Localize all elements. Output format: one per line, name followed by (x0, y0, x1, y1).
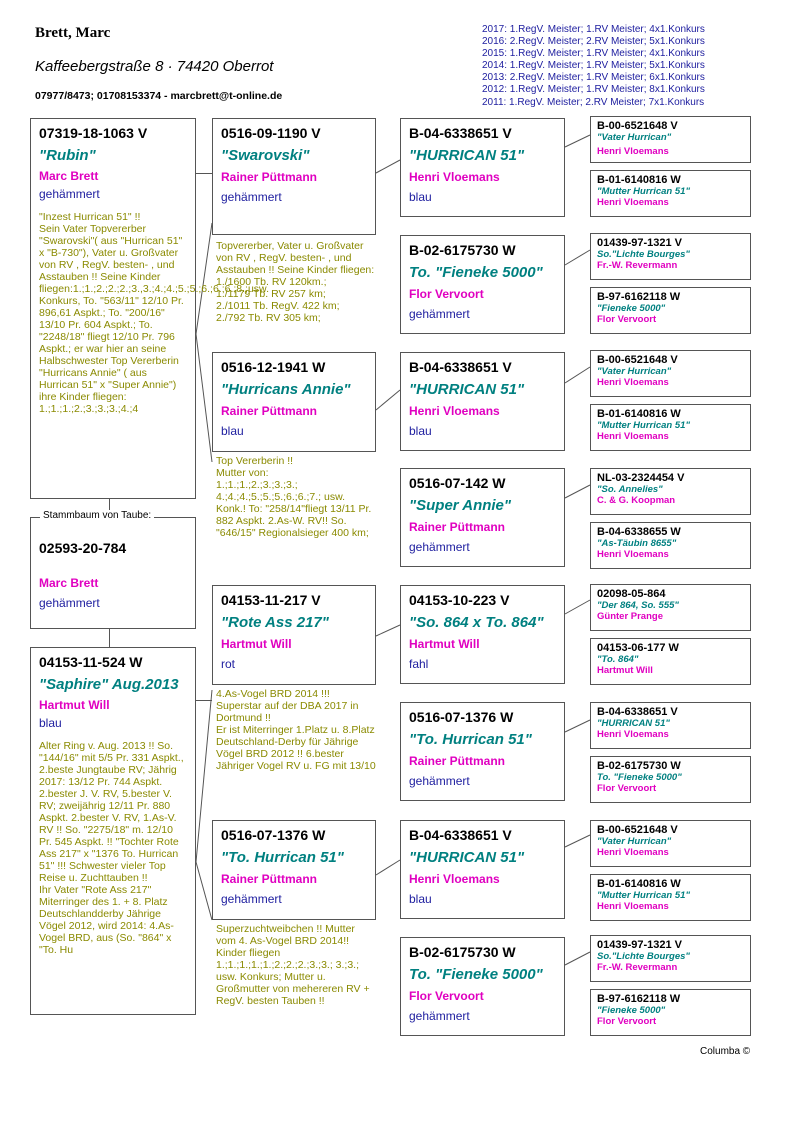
owner-name: Rainer Püttmann (409, 754, 506, 768)
ring-number: 0516-12-1941 W (221, 359, 326, 375)
pigeon-name: "So. Annelies" (597, 484, 663, 495)
plumage-color: blau (409, 190, 432, 204)
pigeon-name: "HURRICAN 51" (597, 718, 670, 729)
gen3-card[interactable] (400, 468, 565, 567)
ring-number: B-01-6140816 W (597, 408, 681, 420)
ring-number: B-04-6338655 W (597, 526, 681, 538)
pigeon-description: 4.As-Vogel BRD 2014 !!! Superstar auf der DBA 2017 in Dortmund !! Er ist Miterringer 1.Platz u. 8.Platz Deutschland-Derby für Jährige Vögel BRD 2012 !! 6.bester Jähriger Vogel RV u. FG mit 13/10 (216, 688, 376, 772)
gen4-card[interactable] (590, 702, 751, 749)
gen4-card[interactable] (590, 404, 751, 451)
ring-number: 0516-07-142 W (409, 475, 506, 491)
ring-number: B-00-6521648 V (597, 354, 678, 366)
breeder-contact: 07977/8473; 01708153374 - marcbrett@t-online.de (35, 90, 283, 102)
gen3-card[interactable] (400, 820, 565, 919)
gen4-card[interactable] (590, 584, 751, 631)
breeder-name: Brett, Marc (35, 25, 111, 41)
plumage-color: blau (409, 424, 432, 438)
owner-name: Fr.-W. Revermann (597, 260, 678, 271)
pigeon-description: Alter Ring v. Aug. 2013 !! So. "144/16" mit 5/5 Pr. 331 Aspkt., 2.beste Jungtaube RV; Jährig 2017: 13/12 Pr. 744 Aspkt. 2.bester J. V. RV, 5.bester V. RV; zweijährig 12/11 Pr. 880 Aspkt. 2.bester V. RV, 1.As-V. RV !! So. "2275/18" m. 12/10 Pr. 545 Aspkt. !! "Tochter Rote Ass 217" x "1376 To. Hurrican 51" !!! Schwester vieler Top Reise u. Zuchttauben !! Ihr Vater "Rote Ass 217" Miterringer des 1. + 8. Platz Deutschlandderby Jährige Vögel 2012, wird 2014: 4.As-Vogel BRD, aus (So. "864" x "To. Hu (39, 740, 184, 956)
gen4-card[interactable] (590, 170, 751, 217)
owner-name: Flor Vervoort (409, 287, 484, 301)
achievement-line: 2015: 1.RegV. Meister; 1.RV Meister; 4x1.Konkurs (482, 48, 705, 60)
copyright-footer: Columba © (700, 1046, 751, 1057)
owner-name: Henri Vloemans (409, 170, 500, 184)
gen4-card[interactable] (590, 820, 751, 867)
gen4-card[interactable] (590, 116, 751, 163)
pigeon-name: "Mutter Hurrican 51" (597, 420, 690, 431)
ring-number: 04153-11-524 W (39, 654, 143, 670)
owner-name: Flor Vervoort (597, 783, 657, 794)
owner-name: Henri Vloemans (597, 901, 669, 912)
ring-number: 01439-97-1321 V (597, 939, 683, 951)
ring-number: 0516-07-1376 W (221, 827, 326, 843)
achievement-line: 2017: 1.RegV. Meister; 1.RV Meister; 4x1.Konkurs (482, 24, 705, 35)
owner-name: Flor Vervoort (597, 1016, 657, 1027)
plumage-color: blau (221, 424, 244, 438)
gen4-card[interactable] (590, 989, 751, 1036)
gen4-card[interactable] (590, 522, 751, 569)
plumage-color: blau (409, 892, 432, 906)
ring-number: B-02-6175730 W (409, 242, 516, 258)
owner-name: Henri Vloemans (409, 404, 500, 418)
plumage-color: gehämmert (409, 1009, 470, 1023)
ring-number: B-01-6140816 W (597, 174, 681, 186)
ring-number: NL-03-2324454 V (597, 472, 685, 484)
ring-number: 04153-06-177 W (597, 642, 679, 654)
ring-number: 02593-20-784 (39, 540, 127, 556)
pigeon-name: "Vater Hurrican" (597, 132, 672, 143)
subject-card[interactable] (30, 517, 196, 629)
ring-number: 04153-10-223 V (409, 592, 510, 608)
achievement-line: 2013: 2.RegV. Meister; 1.RV Meister; 6x1.Konkurs (482, 72, 705, 84)
stammbaum-label: Stammbaum von Taube: (40, 510, 154, 521)
ring-number: 01439-97-1321 V (597, 237, 683, 249)
pigeon-name: "Swarovski" (221, 147, 310, 164)
gen3-card[interactable] (400, 235, 565, 334)
owner-name: Henri Vloemans (409, 872, 500, 886)
plumage-color: blau (39, 716, 62, 730)
gen4-card[interactable] (590, 874, 751, 921)
gen2-card[interactable] (212, 118, 376, 235)
pigeon-name: "Saphire" Aug.2013 (39, 676, 179, 693)
owner-name: Hartmut Will (597, 665, 653, 676)
owner-name: Rainer Püttmann (409, 520, 506, 534)
plumage-color: gehämmert (409, 307, 470, 321)
pigeon-name: "HURRICAN 51" (409, 147, 525, 164)
breeder-address: Kaffeebergstraße 8 · 74420 Oberrot (35, 58, 274, 75)
plumage-color: gehämmert (409, 540, 470, 554)
ring-number: 04153-11-217 V (221, 592, 321, 608)
pigeon-description: Top Vererberin !! Mutter von: 1.;1.;1.;2.;3.;3.;3.; 4.;4.;4.;5.;5.;5.;6.;6.;7.; usw. Konk.! To: "258/14"fliegt 13/11 Pr. 882 Aspkt. 2.As-W. RV!! So. "646/15" Regionalsieger 400 km; (216, 455, 372, 539)
ring-number: B-00-6521648 V (597, 120, 678, 132)
owner-name: Rainer Püttmann (221, 872, 318, 886)
pigeon-name: "Fieneke 5000" (597, 303, 666, 314)
achievement-line: 2012: 1.RegV. Meister; 1.RV Meister; 8x1.Konkurs (482, 84, 705, 96)
gen4-card[interactable] (590, 233, 751, 280)
gen2-card[interactable] (212, 585, 376, 685)
gen3-card[interactable] (400, 585, 565, 684)
achievement-line: 2016: 2.RegV. Meister; 2.RV Meister; 5x1.Konkurs (482, 36, 705, 48)
ring-number: B-04-6338651 V (597, 706, 678, 718)
gen4-card[interactable] (590, 935, 751, 982)
pigeon-name: "Fieneke 5000" (597, 1005, 666, 1016)
ring-number: 02098-05-864 (597, 588, 666, 600)
pigeon-name: "Mutter Hurrican 51" (597, 890, 690, 901)
pigeon-name: "Vater Hurrican" (597, 366, 672, 377)
owner-name: Flor Vervoort (409, 989, 484, 1003)
gen3-card[interactable] (400, 937, 565, 1036)
plumage-color: rot (221, 657, 236, 671)
ring-number: 0516-07-1376 W (409, 709, 514, 725)
pigeon-name: "Vater Hurrican" (597, 836, 672, 847)
gen4-card[interactable] (590, 638, 751, 685)
ring-number: 07319-18-1063 V (39, 125, 148, 141)
pigeon-name: "Hurricans Annie" (221, 381, 351, 398)
achievement-line: 2011: 1.RegV. Meister; 2.RV Meister; 7x1.Konkurs (482, 96, 705, 108)
gen3-card[interactable] (400, 702, 565, 801)
pigeon-name: To. "Fieneke 5000" (409, 966, 543, 983)
achievement-line: 2014: 1.RegV. Meister; 1.RV Meister; 5x1.Konkurs (482, 60, 705, 72)
gen4-card[interactable] (590, 756, 751, 803)
ring-number: B-97-6162118 W (597, 993, 681, 1005)
owner-name: Henri Vloemans (597, 197, 669, 208)
pigeon-name: "Rubin" (39, 147, 96, 164)
owner-name: Günter Prange (597, 611, 663, 622)
ring-number: B-04-6338651 V (409, 359, 512, 375)
owner-name: Hartmut Will (409, 637, 480, 651)
pigeon-name: So."Lichte Bourges" (597, 951, 690, 962)
pigeon-name: "Super Annie" (409, 497, 512, 514)
ring-number: B-04-6338651 V (409, 125, 512, 141)
owner-name: Hartmut Will (39, 698, 110, 712)
pigeon-description: Superzuchtweibchen !! Mutter vom 4. As-Vogel BRD 2014!! Kinder fliegen 1.;1.;1.;1.;1.;2.;2.;2.;3.;3.; 3.;3.; usw. Konkurs; Mutter u. Großmutter von mehereren RV + RegV. besten Tauben !! (216, 923, 370, 1007)
plumage-color: gehämmert (221, 892, 282, 906)
owner-name: Fr.-W. Revermann (597, 962, 678, 973)
gen2-card[interactable] (212, 352, 376, 452)
gen4-card[interactable] (590, 287, 751, 334)
plumage-color: gehämmert (39, 187, 100, 201)
pigeon-name: "As-Täubin 8655" (597, 538, 677, 549)
owner-name: Henri Vloemans (597, 431, 669, 442)
owner-name: Henri Vloemans (597, 377, 669, 388)
owner-name: Henri Vloemans (597, 729, 669, 740)
pigeon-name: "Der 864, So. 555" (597, 600, 679, 611)
ring-number: B-04-6338651 V (409, 827, 512, 843)
plumage-color: gehämmert (39, 596, 100, 610)
owner-name: Henri Vloemans (597, 549, 669, 560)
owner-name: C. & G. Koopman (597, 495, 676, 506)
owner-name: Henri Vloemans (597, 146, 669, 157)
owner-name: Hartmut Will (221, 637, 292, 651)
owner-name: Marc Brett (39, 576, 99, 590)
pigeon-name: "Mutter Hurrican 51" (597, 186, 690, 197)
pigeon-name: "So. 864 x To. 864" (409, 614, 544, 631)
gen3-card[interactable] (400, 118, 565, 217)
ring-number: B-00-6521648 V (597, 824, 678, 836)
pigeon-name: "To. Hurrican 51" (221, 849, 344, 866)
gen4-card[interactable] (590, 468, 751, 515)
plumage-color: gehämmert (221, 190, 282, 204)
ring-number: B-97-6162118 W (597, 291, 681, 303)
ring-number: B-02-6175730 W (597, 760, 681, 772)
owner-name: Flor Vervoort (597, 314, 657, 325)
pigeon-name: "HURRICAN 51" (409, 849, 525, 866)
owner-name: Marc Brett (39, 169, 99, 183)
pigeon-name: "Rote Ass 217" (221, 614, 329, 631)
pigeon-description: "Inzest Hurrican 51" !! Sein Vater Topvererber "Swarovski"( aus "Hurrican 51" x "B-730"), Vater u. Großvater von RV , RegV. besten- , und Asstauben !! Seine Kinder fliegen:1.;1.;2.;2.;2.;3.,3.;4.;4.;5.;5.;6.;6.;6.;8.;usw. Konkurs, To. "563/11" 12/10 Pr. 896,61 Aspkt.; To. "200/16" 13/10 Pr. 604 Aspkt.; To. "2248/18" fliegt 12/10 Pr. 796 Aspkt.; er war hier an seine Halbschwester Top Vererberin "Hurricans Annie" ( aus Hurrican 51" x "Super Annie") ihre Kinder fliegen: 1.;1.;1.;2.;3.;3.;3.;4.;4 (39, 211, 269, 415)
plumage-color: fahl (409, 657, 429, 671)
ring-number: B-01-6140816 W (597, 878, 681, 890)
ring-number: 0516-09-1190 V (221, 125, 321, 141)
dam-card[interactable] (30, 647, 196, 1015)
gen3-card[interactable] (400, 352, 565, 451)
owner-name: Rainer Püttmann (221, 404, 318, 418)
pigeon-name: "To. Hurrican 51" (409, 731, 532, 748)
owner-name: Henri Vloemans (597, 847, 669, 858)
gen4-card[interactable] (590, 350, 751, 397)
pigeon-name: To. "Fieneke 5000" (597, 772, 682, 783)
owner-name: Rainer Püttmann (221, 170, 318, 184)
pigeon-name: "HURRICAN 51" (409, 381, 525, 398)
pigeon-name: So."Lichte Bourges" (597, 249, 690, 260)
pigeon-description: Topvererber, Vater u. Großvater von RV , RegV. besten- , und Asstauben !! Seine Kinder fliegen: 1./1600 Tb. RV 120km.; 1./1179 Tb. RV 257 km; 2./1011 Tb. RegV. 422 km; 2./792 Tb. RV 305 km; (216, 240, 375, 324)
gen2-card[interactable] (212, 820, 376, 920)
plumage-color: gehämmert (409, 774, 470, 788)
pigeon-name: To. "Fieneke 5000" (409, 264, 543, 281)
ring-number: B-02-6175730 W (409, 944, 516, 960)
pigeon-name: "To. 864" (597, 654, 639, 665)
